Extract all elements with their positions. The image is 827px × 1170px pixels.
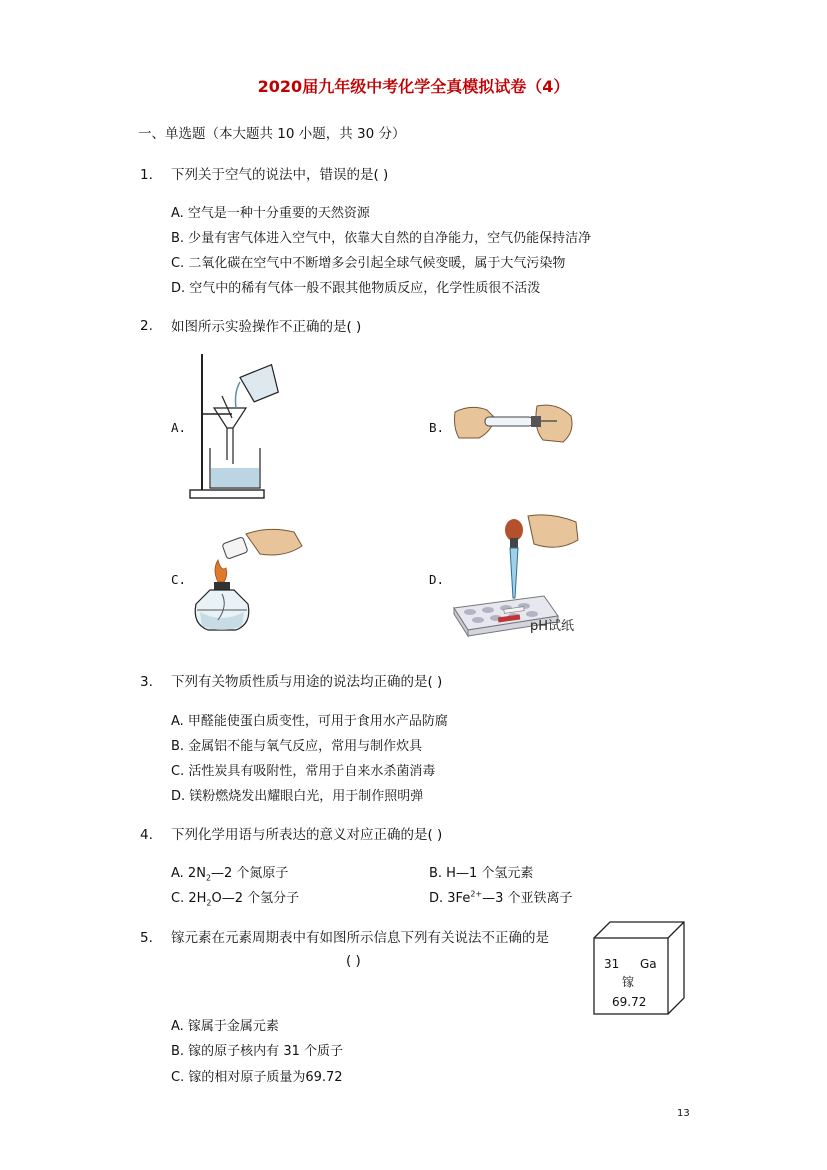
q2-label-b: B. xyxy=(429,420,445,435)
element-name: 镓 xyxy=(622,975,635,989)
q5-option-c: C. 镓的相对原子质量为69.72 xyxy=(171,1070,343,1085)
q4-option-d-post: —3 个亚铁离子 xyxy=(482,891,573,906)
q4-option-d xyxy=(429,887,573,906)
q5-option-a: A. 镓属于金属元素 xyxy=(171,1019,279,1034)
q1-option-b: B. 少量有害气体进入空气中，依靠大自然的自净能力，空气仍能保持洁净 xyxy=(171,231,592,246)
q4-option-a-post: —2 个氮原子 xyxy=(211,866,289,881)
q4-option-a-sub: 2 xyxy=(205,873,212,883)
q5-number: 5. xyxy=(140,930,153,946)
gallium-element-card xyxy=(590,918,688,1018)
q4-option-c xyxy=(171,887,299,908)
page-number: 13 xyxy=(677,1108,690,1119)
q1-option-d: D. 空气中的稀有气体一般不跟其他物质反应，化学性质很不活泼 xyxy=(171,281,541,296)
q5-answer-paren: ( ) xyxy=(346,953,361,969)
q3-text: 下列有关物质性质与用途的说法均正确的是( ) xyxy=(171,674,443,690)
q3-option-a: A. 甲醛能使蛋白质变性，可用于食用水产品防腐 xyxy=(171,714,448,729)
q2-label-c: C. xyxy=(171,572,187,587)
q1-number: 1. xyxy=(140,167,153,183)
element-atomic-mass: 69.72 xyxy=(612,995,647,1009)
ph-test-dropper-figure xyxy=(448,512,584,640)
ph-paper-label: pH试纸 xyxy=(530,619,575,634)
q3-option-c: C. 活性炭具有吸附性，常用于自来水杀菌消毒 xyxy=(171,764,436,779)
q2-label-d: D. xyxy=(429,572,445,587)
q5-text: 镓元素在元素周期表中有如图所示信息下列有关说法不正确的是 xyxy=(171,930,549,946)
q4-option-a-pre: A. 2N xyxy=(171,866,206,881)
element-atomic-number: 31 xyxy=(604,957,620,971)
q4-option-c-pre: C. 2H xyxy=(171,891,207,906)
q4-option-d-sup: 2+ xyxy=(470,889,483,899)
q4-option-d-pre: D. 3Fe xyxy=(429,891,471,906)
filtration-apparatus-figure xyxy=(188,352,288,500)
q1-option-c: C. 二氧化碳在空气中不断增多会引起全球气候变暖，属于大气污染物 xyxy=(171,256,566,271)
element-symbol: Ga xyxy=(640,957,657,971)
q3-option-d: D. 镁粉燃烧发出耀眼白光，用于制作照明弹 xyxy=(171,789,424,804)
q1-text: 下列关于空气的说法中，错误的是( ) xyxy=(171,167,389,183)
q4-number: 4. xyxy=(140,827,153,843)
q4-option-b: B. H—1 个氢元素 xyxy=(429,866,534,881)
page-title: 2020届九年级中考化学全真模拟试卷（4） xyxy=(257,77,570,96)
q5-option-b: B. 镓的原子核内有 31 个质子 xyxy=(171,1044,343,1059)
q3-number: 3. xyxy=(140,674,153,690)
q4-text: 下列化学用语与所表达的意义对应正确的是( ) xyxy=(171,827,443,843)
q3-option-b: B. 金属铝不能与氧气反应，常用与制作炊具 xyxy=(171,739,423,754)
section-heading: 一、单选题（本大题共 10 小题，共 30 分） xyxy=(138,126,406,142)
q2-number: 2. xyxy=(140,318,153,334)
q4-option-c-sub: 2 xyxy=(206,898,212,908)
alcohol-lamp-figure xyxy=(188,524,306,636)
test-tube-stopper-figure xyxy=(453,398,575,450)
q2-label-a: A. xyxy=(171,420,187,435)
q4-option-a xyxy=(171,862,288,883)
q2-text: 如图所示实验操作不正确的是( ) xyxy=(171,319,362,335)
q1-option-a: A. 空气是一种十分重要的天然资源 xyxy=(171,206,370,221)
q4-option-c-post: O—2 个氢分子 xyxy=(211,891,300,906)
